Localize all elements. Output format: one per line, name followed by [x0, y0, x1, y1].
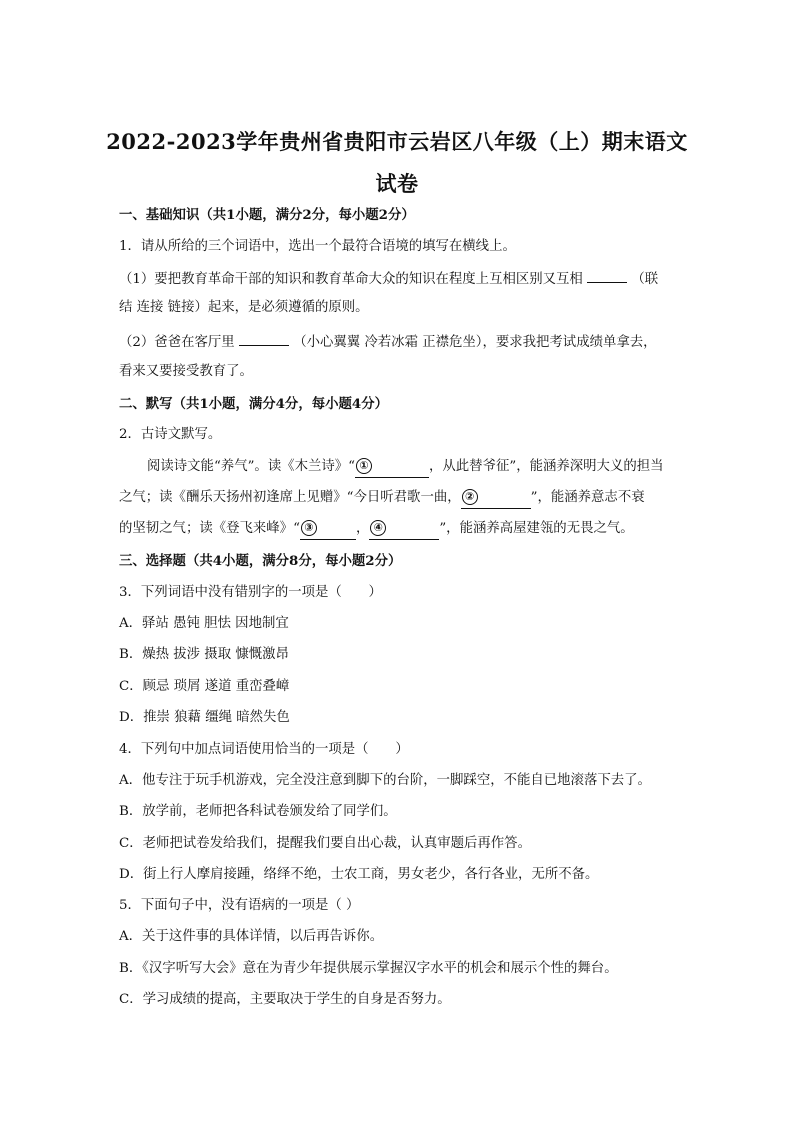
q2-l1-text-a: 阅读诗文能“养气”。读《木兰诗》“ [147, 459, 356, 474]
q3-stem: 3．下列词语中没有错别字的一项是（ ） [119, 585, 382, 600]
q3-option-a[interactable]: A．驿站 愚钝 胆怯 因地制宜 [119, 616, 289, 631]
circled-number-4: ④ [370, 520, 386, 536]
q1-part1-line1 [119, 268, 658, 290]
q2-l3-text-b: ， [355, 521, 370, 536]
q1-part2-text-b: （小心翼翼 冷若冰霜 正襟危坐），要求我把考试成绩单拿去， [293, 335, 657, 350]
q1-part1-line2: 结 连接 链接）起来，是必须遵循的原则。 [119, 300, 369, 315]
page-title-line-2: 试卷 [375, 171, 419, 196]
section-3-heading: 三、选择题（共4小题，满分8分，每小题2分） [119, 553, 402, 569]
q3-option-d[interactable]: D．推崇 狼藉 缰绳 暗然失色 [119, 710, 290, 725]
q2-answer-blank-2[interactable] [461, 488, 531, 509]
q2-l1-text-b: ，从此替爷征”，能涵养深明大义的担当 [429, 459, 664, 474]
q2-l2-text-a: 之气；读《酬乐天扬州初逢席上见赠》“今日听君歌一曲， [119, 490, 461, 505]
q2-answer-blank-1[interactable] [355, 457, 429, 478]
section-2-heading: 二、默写（共1小题，满分4分，每小题4分） [119, 396, 388, 412]
q1-answer-blank-2[interactable] [239, 331, 289, 346]
q1-part1-text-a: （1）要把教育革命干部的知识和教育革命大众的知识在程度上互相区别又互相 [119, 272, 583, 287]
q4-option-c[interactable]: C．老师把试卷发给我们，提醒我们要自出心裁，认真审题后再作答。 [119, 836, 531, 851]
q2-l2-text-b: ”，能涵养意志不衰 [530, 490, 645, 505]
q1-answer-blank-1[interactable] [587, 268, 627, 283]
q4-option-b[interactable]: B．放学前，老师把各科试卷颁发给了同学们。 [119, 804, 397, 819]
q1-part2-text-a: （2）爸爸在客厅里 [119, 335, 235, 350]
q2-stem: 2．古诗文默写。 [119, 427, 222, 442]
q4-stem: 4．下列句中加点词语使用恰当的一项是（ ） [119, 742, 409, 757]
circled-number-3: ③ [301, 520, 317, 536]
circled-number-2: ② [462, 489, 478, 505]
q3-option-c[interactable]: C．顾忌 琐屑 遂道 重峦叠嶂 [119, 679, 290, 694]
circled-number-1: ① [356, 458, 372, 474]
q3-option-b[interactable]: B．燥热 拔涉 摄取 慷慨激昂 [119, 647, 289, 662]
q2-l3-text-a: 的坚韧之气；读《登飞来峰》“ [119, 521, 300, 536]
q2-line-1 [147, 457, 664, 478]
q2-l3-text-c: ”，能涵养高屋建瓴的无畏之气。 [439, 521, 634, 536]
q2-answer-blank-4[interactable] [369, 519, 439, 540]
q1-part2-line1 [119, 331, 657, 353]
q1-part1-text-b: （联 [631, 272, 659, 287]
q4-option-a[interactable]: A．他专注于玩手机游戏，完全没注意到脚下的台阶，一脚踩空，不能自已地滚落下去了。 [119, 773, 651, 788]
q5-option-a[interactable]: A．关于这件事的具体详情，以后再告诉你。 [119, 929, 384, 944]
q1-part2-line2: 看来又要接受教育了。 [119, 364, 253, 379]
q2-line-3 [119, 519, 634, 540]
q2-answer-blank-3[interactable] [300, 519, 356, 540]
page-title-line-1: 2022-2023学年贵州省贵阳市云岩区八年级（上）期末语文 [106, 129, 688, 154]
q5-option-b[interactable]: B．《汉字听写大会》意在为青少年提供展示掌握汉字水平的机会和展示个性的舞台。 [119, 961, 618, 976]
q2-line-2 [119, 488, 645, 509]
q4-option-d[interactable]: D．街上行人摩肩接踵，络绎不绝，士农工商，男女老少，各行各业，无所不备。 [119, 867, 599, 882]
section-1-heading: 一、基础知识（共1小题，满分2分，每小题2分） [119, 207, 415, 223]
q1-stem: 1．请从所给的三个词语中，选出一个最符合语境的填写在横线上。 [119, 239, 516, 254]
q5-stem: 5．下面句子中，没有语病的一项是（ ） [119, 898, 360, 913]
q5-option-c[interactable]: C．学习成绩的提高，主要取决于学生的自身是否努力。 [119, 992, 451, 1007]
